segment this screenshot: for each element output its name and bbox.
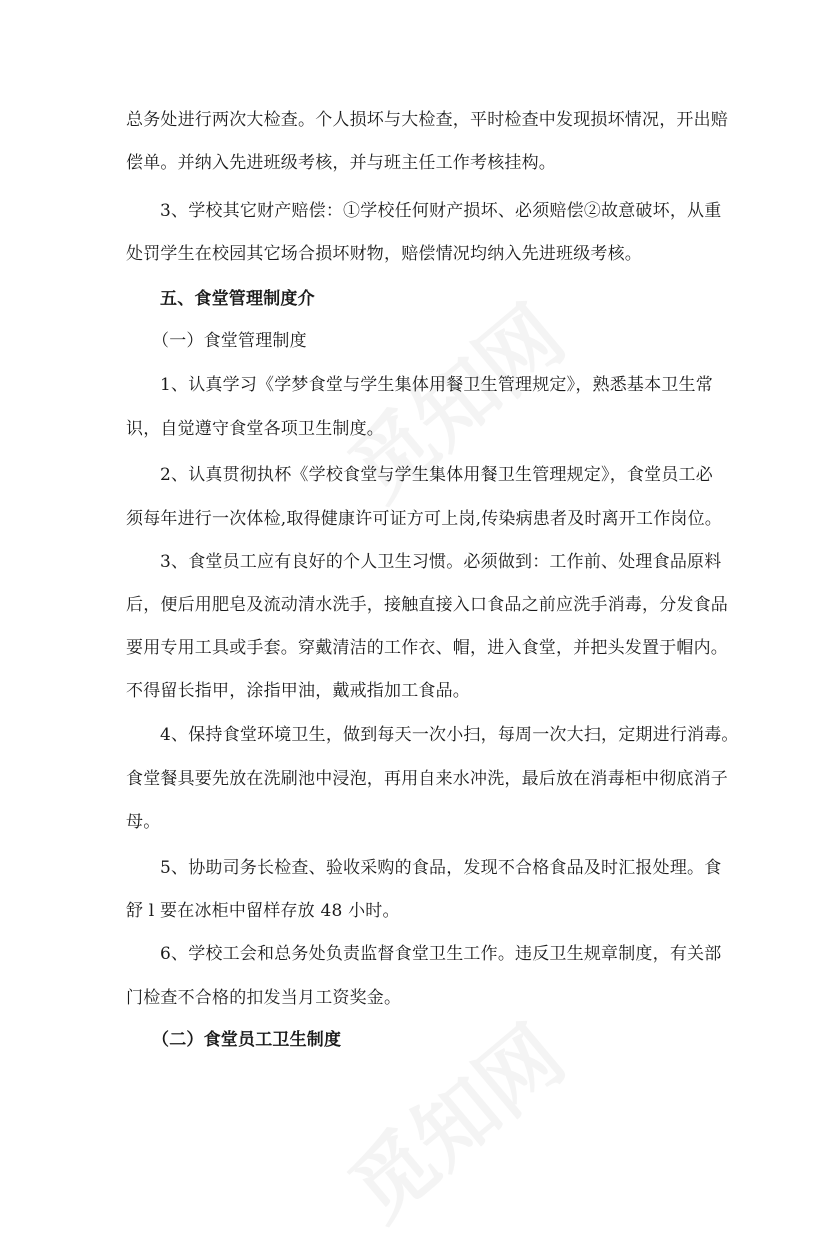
- section-heading: 五、食堂管理制度介: [160, 289, 315, 309]
- paragraph-line: 识，自觉遵守食堂各项卫生制度。: [126, 419, 384, 439]
- paragraph-line: 舒 l 要在冰柜中留样存放 48 小时。: [126, 901, 400, 921]
- paragraph-line: 要用专用工具或手套。穿戴清洁的工作衣、帽，进入食堂，并把头发置于帽内。: [126, 638, 728, 658]
- paragraph-line: 食堂餐具要先放在洗刷池中浸泡，再用自来水冲洗，最后放在消毒柜中彻底消子: [126, 769, 728, 789]
- watermark: [321, 995, 585, 1242]
- subsection-heading: （二）食堂员工卫生制度: [152, 1030, 342, 1050]
- paragraph-line: 处罚学生在校园其它场合损坏财物，赔偿情况均纳入先进班级考核。: [126, 244, 642, 264]
- paragraph-line: 6、学校工会和总务处负责监督食堂卫生工作。违反卫生规章制度，有关部: [160, 944, 722, 964]
- paragraph-line: 4、保持食堂环境卫生，做到每天一次小扫，每周一次大扫，定期进行消毒。: [160, 725, 739, 745]
- paragraph-line: 后，便后用肥皂及流动清水洗手，接触直接入口食品之前应洗手消毒，分发食品: [126, 595, 728, 615]
- paragraph-line: 2、认真贯彻执杯《学校食堂与学生集体用餐卫生管理规定》，食堂员工必: [160, 465, 713, 485]
- paragraph-line: 5、协助司务长检查、验收采购的食品，发现不合格食品及时汇报处理。食: [160, 858, 722, 878]
- paragraph-line: 3、学校其它财产赔偿：①学校任何财产损坏、必须赔偿②故意破坏，从重: [160, 201, 722, 221]
- paragraph-line: 总务处进行两次大检查。个人损坏与大检查，平时检查中发现损坏情况，开出赔: [126, 110, 728, 130]
- subsection-heading: （一）食堂管理制度: [152, 331, 307, 351]
- paragraph-line: 1、认真学习《学梦食堂与学生集体用餐卫生管理规定》，熟悉基本卫生常: [160, 375, 713, 395]
- paragraph-line: 不得留长指甲，涂指甲油，戴戒指加工食品。: [126, 681, 470, 701]
- watermark: [321, 275, 585, 523]
- paragraph-line: 3、食堂员工应有良好的个人卫生习惯。必须做到：工作前、处理食品原料: [160, 552, 722, 572]
- paragraph-line: 母。: [126, 812, 161, 832]
- paragraph-line: 偿单。并纳入先进班级考核，并与班主任工作考核挂构。: [126, 153, 556, 173]
- paragraph-line: 门检查不合格的扣发当月工资奖金。: [126, 988, 402, 1008]
- paragraph-line: 须每年进行一次体检,取得健康许可证方可上岗,传染病患者及时离开工作岗位。: [126, 509, 723, 529]
